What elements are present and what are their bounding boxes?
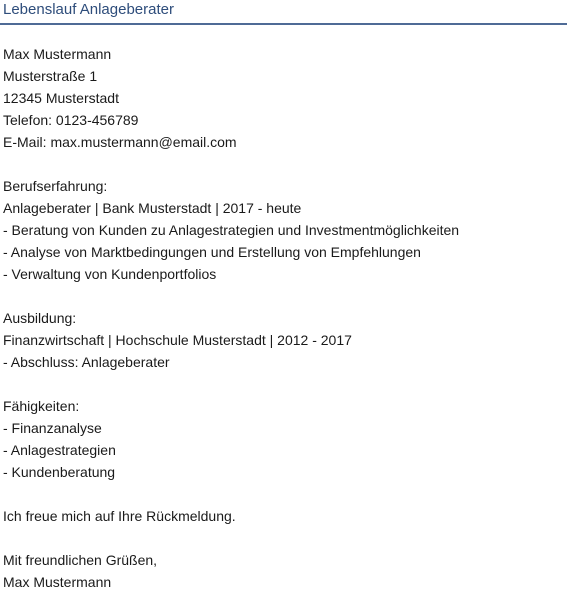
education-item: - Abschluss: Anlageberater [3,354,170,370]
experience-role: Anlageberater | Bank Musterstadt | 2017 - heute [3,200,302,216]
spacer [3,527,563,549]
experience-item: - Verwaltung von Kundenportfolios [3,266,217,282]
spacer [3,285,563,307]
skills-item: - Kundenberatung [3,464,116,480]
spacer [3,153,563,175]
skills-section [3,395,563,483]
closing-greeting: Mit freundlichen Grüßen, [3,552,158,568]
skills-item: - Anlagestrategien [3,442,116,458]
spacer [3,483,563,505]
skills-item: - Finanzanalyse [3,420,102,436]
signature-block [3,549,563,593]
experience-section [3,175,563,285]
skills-heading: Fähigkeiten: [3,398,80,414]
experience-item: - Analyse von Marktbedingungen und Erstellung von Empfehlungen [3,244,421,260]
experience-item: - Beratung von Kunden zu Anlagestrategien und Investmentmöglichkeiten [3,222,460,238]
signature-name: Max Mustermann [3,574,112,590]
contact-block [3,43,563,153]
closing-message: Ich freue mich auf Ihre Rückmeldung. [3,508,236,524]
education-section [3,307,563,373]
education-heading: Ausbildung: [3,310,77,326]
contact-email: E-Mail: max.mustermann@email.com [3,134,237,150]
title-underline [0,23,567,25]
education-program: Finanzwirtschaft | Hochschule Musterstadt | 2012 - 2017 [3,332,352,348]
contact-name: Max Mustermann [3,46,112,62]
experience-heading: Berufserfahrung: [3,178,108,194]
contact-city: 12345 Musterstadt [3,90,119,106]
spacer [3,373,563,395]
contact-phone: Telefon: 0123-456789 [3,112,139,128]
contact-street: Musterstraße 1 [3,68,98,84]
document-body [3,43,563,593]
document-title: Lebenslauf Anlageberater [3,1,174,18]
